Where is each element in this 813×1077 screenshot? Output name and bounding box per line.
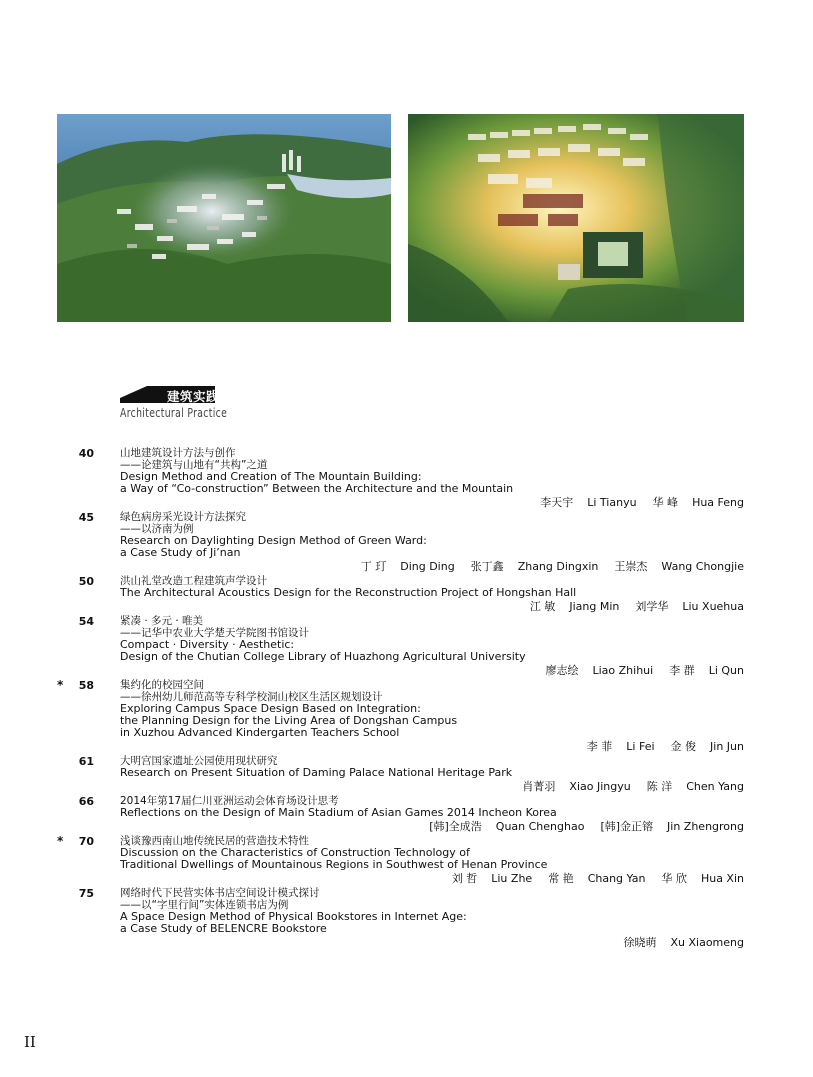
- author-list: [120, 664, 744, 678]
- author-name-en: Xu Xiaomeng: [670, 936, 744, 949]
- section-header: [120, 386, 240, 422]
- article-subtitle-en: Design of the Chutian College Library of Huazhong Agricultural University: [120, 650, 526, 663]
- author-name-en: Chang Yan: [587, 872, 646, 885]
- author-name-en: Jin Jun: [710, 740, 744, 753]
- toc-entry[interactable]: [0, 575, 813, 614]
- article-title-cn: 紧凑 · 多元 · 唯美: [120, 615, 204, 627]
- author-name-cn: 陈 洋: [646, 780, 673, 793]
- article-title-cn: 浅谈豫西南山地传统民居的营造技术特性: [120, 835, 309, 847]
- author-list: [120, 820, 744, 834]
- author-list: [120, 496, 744, 510]
- article-subtitle-en: a Case Study of Ji’nan: [120, 546, 241, 559]
- article-subtitle-cn: ——以“字里行间”实体连锁书店为例: [120, 899, 289, 911]
- mountain-campus-aerial-photo: [57, 114, 391, 322]
- author-name-cn: 华 峰: [652, 496, 679, 509]
- author-name-cn: 李天宇: [540, 496, 574, 509]
- author-name-cn: 徐晓萌: [623, 936, 657, 949]
- author-name-cn: 廖志绘: [545, 664, 579, 677]
- article-title-en: Compact · Diversity · Aesthetic:: [120, 638, 295, 651]
- article-title-en: Design Method and Creation of The Mountain Building:: [120, 470, 422, 483]
- page-number: 61: [78, 755, 94, 768]
- article-title-cn: 绿色病房采光设计方法探究: [120, 511, 246, 523]
- author-name-en: Chen Yang: [686, 780, 744, 793]
- article-title-en: Research on Daylighting Design Method of Green Ward:: [120, 534, 427, 547]
- section-title-cn: 建筑实践: [167, 389, 220, 404]
- toc-entry[interactable]: [0, 447, 813, 510]
- article-subtitle-en: Traditional Dwellings of Mountainous Regions in Southwest of Henan Province: [120, 858, 548, 871]
- toc-entry[interactable]: [0, 755, 813, 794]
- page-number: 70: [78, 835, 94, 848]
- article-title-en: The Architectural Acoustics Design for the Reconstruction Project of Hongshan Hall: [120, 586, 577, 599]
- author-name-en: Zhang Dingxin: [517, 560, 599, 573]
- article-subtitle-cn: ——记华中农业大学楚天学院图书馆设计: [120, 627, 309, 639]
- author-name-en: Hua Feng: [692, 496, 744, 509]
- author-name-cn: 李 群: [669, 664, 695, 677]
- featured-star-icon: *: [57, 834, 64, 848]
- author-name-cn: 王崇杰: [614, 560, 648, 573]
- section-title-en: Architectural Practice: [120, 406, 228, 420]
- author-name-en: Li Fei: [626, 740, 655, 753]
- page-number: 40: [78, 447, 94, 460]
- author-name-cn: [韩]全成浩: [429, 820, 482, 833]
- article-title-cn: 山地建筑设计方法与创作: [120, 447, 236, 459]
- article-subtitle-en: a Case Study of BELENCRE Bookstore: [120, 922, 327, 935]
- article-title-en: A Space Design Method of Physical Bookstores in Internet Age:: [120, 910, 467, 923]
- author-name-cn: 李 菲: [586, 740, 613, 753]
- author-name-en: Li Tianyu: [587, 496, 637, 509]
- article-subtitle-cn: ——论建筑与山地有“共构”之道: [120, 459, 268, 471]
- author-name-en: Quan Chenghao: [495, 820, 585, 833]
- author-name-cn: 华 欣: [661, 872, 687, 885]
- author-list: [120, 560, 744, 574]
- toc-entry[interactable]: [0, 511, 813, 574]
- table-of-contents: [0, 447, 813, 951]
- author-name-cn: 肖菁羽: [522, 780, 556, 793]
- author-name-cn: 刘学华: [635, 600, 669, 613]
- page-folio: II: [24, 1033, 36, 1051]
- author-name-en: Li Qun: [708, 664, 744, 677]
- author-list: [120, 936, 744, 950]
- toc-entry[interactable]: [0, 887, 813, 950]
- article-title-cn: 集约化的校园空间: [120, 679, 204, 691]
- campus-living-area-aerial-photo: [408, 114, 744, 322]
- toc-entry[interactable]: [0, 679, 813, 754]
- author-list: [120, 740, 744, 754]
- toc-entry[interactable]: [0, 795, 813, 834]
- toc-entry[interactable]: [0, 835, 813, 886]
- author-name-en: Wang Chongjie: [661, 560, 744, 573]
- author-name-cn: 江 敏: [529, 600, 556, 613]
- author-name-cn: 丁 玎: [360, 560, 387, 573]
- author-name-en: Liao Zhihui: [592, 664, 654, 677]
- author-name-cn: 张丁鑫: [470, 560, 504, 573]
- author-name-en: Liu Xuehua: [682, 600, 744, 613]
- author-name-cn: 刘 哲: [451, 872, 478, 885]
- author-name-en: Jiang Min: [569, 600, 620, 613]
- article-title-cn: 洪山礼堂改造工程建筑声学设计: [120, 575, 267, 587]
- article-title-cn: 大明宫国家遗址公园使用现状研究: [120, 755, 278, 767]
- page-number: 75: [78, 887, 94, 900]
- author-list: [120, 872, 744, 886]
- article-title-en: Exploring Campus Space Design Based on Integration:: [120, 702, 421, 715]
- toc-entry[interactable]: [0, 615, 813, 678]
- page-number: 54: [78, 615, 94, 628]
- article-title-cn: 2014年第17届仁川亚洲运动会体育场设计思考: [120, 795, 339, 807]
- page-number: 66: [78, 795, 94, 808]
- author-name-en: Liu Zhe: [491, 872, 533, 885]
- article-subtitle-en: the Planning Design for the Living Area of Dongshan Campus: [120, 714, 458, 727]
- page-number: 50: [78, 575, 94, 588]
- author-name-cn: 常 艳: [548, 872, 574, 885]
- article-title-cn: 网络时代下民营实体书店空间设计模式探讨: [120, 887, 320, 899]
- article-title-en: Discussion on the Characteristics of Construction Technology of: [120, 846, 470, 859]
- author-name-en: Ding Ding: [400, 560, 455, 573]
- page-number: 58: [78, 679, 94, 692]
- author-name-cn: 金 俊: [670, 740, 697, 753]
- article-subtitle-en: a Way of “Co-construction” Between the Architecture and the Mountain: [120, 482, 514, 495]
- author-name-cn: [韩]金正镕: [600, 820, 654, 833]
- article-subtitle-cn: ——徐州幼儿师范高等专科学校洞山校区生活区规划设计: [120, 691, 383, 703]
- author-name-en: Xiao Jingyu: [569, 780, 631, 793]
- author-name-en: Jin Zhengrong: [667, 820, 744, 833]
- author-list: [120, 780, 744, 794]
- page-number: 45: [78, 511, 94, 524]
- article-subtitle-en: in Xuzhou Advanced Kindergarten Teachers School: [120, 726, 400, 739]
- article-title-en: Reflections on the Design of Main Stadium of Asian Games 2014 Incheon Korea: [120, 806, 557, 819]
- author-list: [120, 600, 744, 614]
- author-name-en: Hua Xin: [700, 872, 744, 885]
- article-subtitle-cn: ——以济南为例: [120, 523, 194, 535]
- featured-star-icon: *: [57, 678, 64, 692]
- article-title-en: Research on Present Situation of Daming Palace National Heritage Park: [120, 766, 513, 779]
